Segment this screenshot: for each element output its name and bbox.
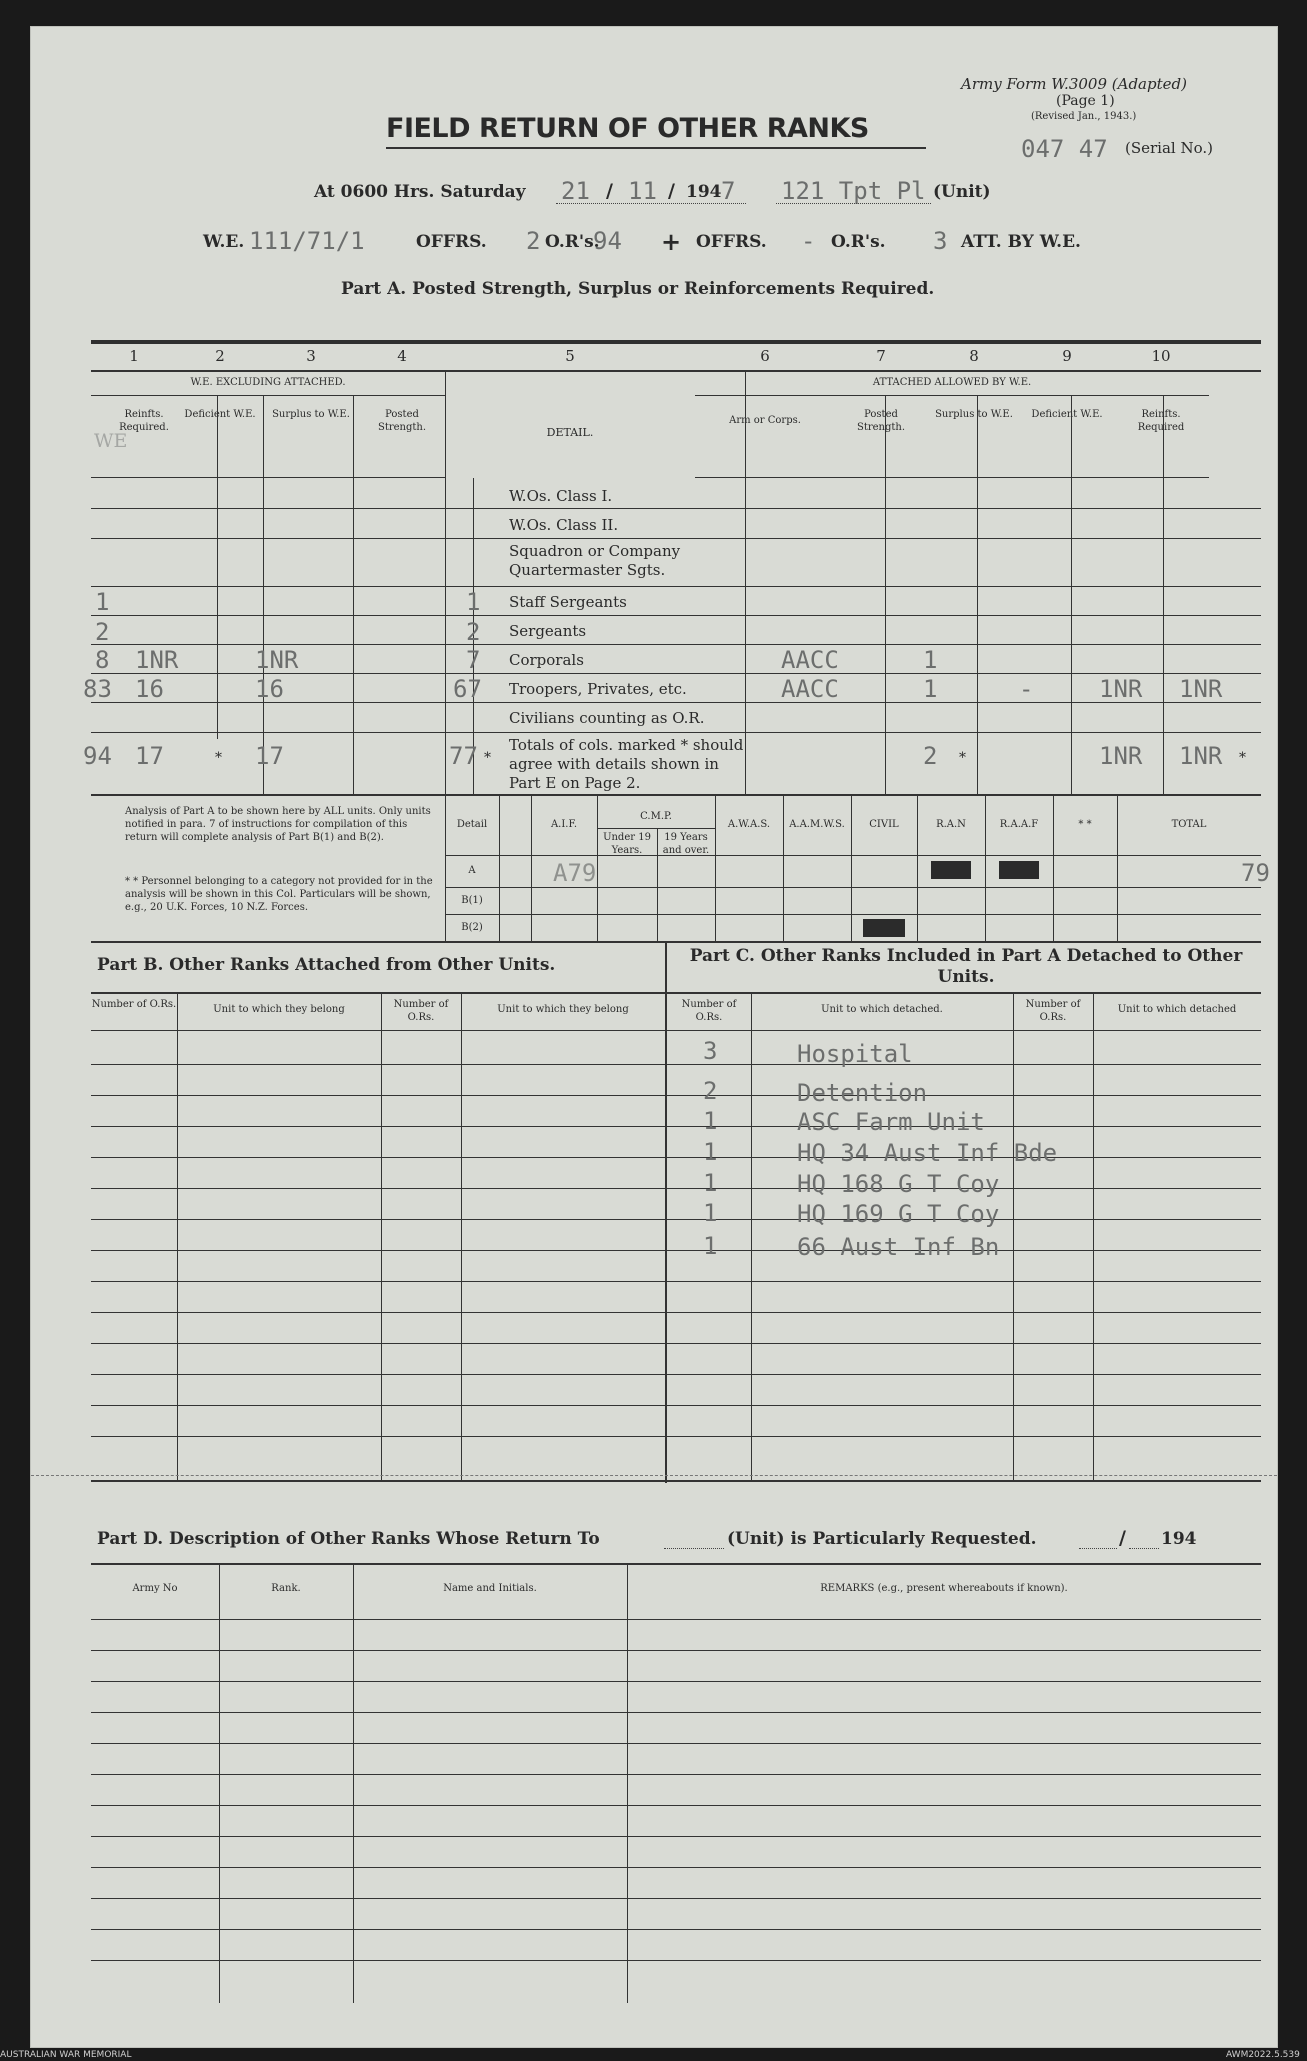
col-num-8: 8 xyxy=(969,347,979,365)
col-num-1: 1 xyxy=(129,347,139,365)
we-label: W.E. xyxy=(203,232,245,252)
totals-c10: 1NR xyxy=(1179,742,1223,770)
corporals-c2: 1NR xyxy=(255,646,299,674)
redaction-ran xyxy=(931,861,971,879)
staff-sgts-c4: 1 xyxy=(466,588,481,616)
part-d-year: 194 xyxy=(1161,1529,1197,1549)
offrs2-label: OFFRS. xyxy=(696,232,767,252)
an-hdr-awas: A.W.A.S. xyxy=(727,819,771,830)
footer-right: AWM2022.5.539 xyxy=(1226,2050,1300,2060)
redaction-civil xyxy=(863,919,905,937)
at-label: At 0600 Hrs. Saturday xyxy=(314,182,526,202)
corporals-c4: 7 xyxy=(466,646,481,674)
detail-staff-sgts: Staff Sergeants xyxy=(509,593,627,611)
page-number: (Page 1) xyxy=(1056,93,1115,109)
analysis-note-1: Analysis of Part A to be shown here by ALL units. Only units notified in para. 7 of instructions for compilation of this return will complete analysis of Part B(1) and B(2). xyxy=(125,806,431,843)
offrs-label: OFFRS. xyxy=(416,232,487,252)
part-a-title: Part A. Posted Strength, Surplus or Reinforcements Required. xyxy=(341,279,935,299)
slash-2: / xyxy=(668,180,675,202)
corporals-c1: 8 xyxy=(95,646,110,674)
an-hdr-ran: R.A.N xyxy=(936,819,966,830)
c-entry-2-num: 2 xyxy=(703,1077,718,1105)
ors-value: 94 xyxy=(593,227,622,255)
part-c-title: Part C. Other Ranks Included in Part A Detached to Other Units. xyxy=(689,946,1243,987)
we-mark: WE xyxy=(94,430,128,452)
an-hdr-under19: Under 19 Years. xyxy=(603,832,651,856)
analysis-note-2: * * Personnel belonging to a category not provided for in the analysis will be shown in this Col. Particulars will be shown, e.g., 20 U.K. Forces, 10 N.Z. Forces. xyxy=(125,876,433,913)
col-num-7: 7 xyxy=(876,347,886,365)
perforation-line xyxy=(31,1475,1277,1476)
c-entry-6-unit: HQ 169 G T Coy xyxy=(797,1200,1000,1228)
form-page xyxy=(30,26,1278,2048)
serial-value: 047 47 xyxy=(1021,135,1108,163)
part-d-title-a: Part D. Description of Other Ranks Whose Return To xyxy=(97,1529,600,1549)
d-hdr-name: Name and Initials. xyxy=(443,1583,537,1594)
b-hdr-num-2: Number of O.Rs. xyxy=(393,999,449,1023)
detail-qm-sgts: Squadron or Company Quartermaster Sgts. xyxy=(509,542,681,579)
col-num-4: 4 xyxy=(397,347,407,365)
an-hdr-civil: CIVIL xyxy=(869,819,899,830)
totals-c2: 17 xyxy=(255,742,284,770)
part-d-slash: / xyxy=(1119,1527,1126,1549)
col-num-10: 10 xyxy=(1151,347,1171,365)
an-aif-a: A79 xyxy=(553,859,597,887)
form-title: FIELD RETURN OF OTHER RANKS xyxy=(386,113,869,144)
detail-corporals: Corporals xyxy=(509,651,584,669)
part-a-table xyxy=(83,340,1261,795)
an-hdr-cmp: C.M.P. xyxy=(640,811,672,822)
b-hdr-unit-1: Unit to which they belong xyxy=(213,1004,345,1015)
c-hdr-num-1: Number of O.Rs. xyxy=(681,999,737,1023)
an-hdr-detail: Detail xyxy=(456,819,488,830)
an-hdr-other: * * xyxy=(1078,819,1092,830)
totals-c1b: 17 xyxy=(135,742,164,770)
b-hdr-unit-2: Unit to which they belong xyxy=(497,1004,629,1015)
col-num-6: 6 xyxy=(760,347,770,365)
analysis-table xyxy=(91,795,1270,943)
an-hdr-aamws: A.A.M.W.S. xyxy=(789,819,845,830)
year-prefix: 194 xyxy=(686,182,722,202)
unit-label: (Unit) xyxy=(933,182,991,202)
c-entry-4-num: 1 xyxy=(703,1138,718,1166)
troopers-c8: - xyxy=(1019,675,1034,703)
col-num-3: 3 xyxy=(306,347,316,365)
hdr-att-reinfts: Reinfts. Required xyxy=(1137,409,1185,433)
an-row-b1: B(1) xyxy=(461,895,483,906)
totals-star-10: * xyxy=(1239,750,1246,766)
part-b-title: Part B. Other Ranks Attached from Other Units. xyxy=(97,955,556,975)
d-hdr-remarks: REMARKS (e.g., present whereabouts if known). xyxy=(820,1583,1068,1594)
c-entry-3-num: 1 xyxy=(703,1107,718,1135)
right-group-header: ATTACHED ALLOWED BY W.E. xyxy=(872,377,1032,388)
hdr-arm-corps: Arm or Corps. xyxy=(729,415,801,426)
c-entry-4-unit: HQ 34 Aust Inf Bde xyxy=(797,1139,1058,1167)
corporals-c7: 1 xyxy=(923,646,938,674)
hdr-att-deficient: Deficient W.E. xyxy=(1031,409,1103,420)
troopers-c1b: 16 xyxy=(135,675,164,703)
c-entry-6-num: 1 xyxy=(703,1199,718,1227)
year-digit: 7 xyxy=(721,177,736,205)
c-entry-1-unit: Hospital xyxy=(797,1040,913,1068)
left-group-header: W.E. EXCLUDING ATTACHED. xyxy=(190,377,346,388)
d-hdr-rank: Rank. xyxy=(271,1583,301,1594)
redaction-raaf xyxy=(999,861,1039,879)
totals-c7: 2 xyxy=(923,742,938,770)
c-entry-2-unit: Detention xyxy=(797,1079,928,1107)
sergeants-c4: 2 xyxy=(466,618,481,646)
totals-star-4: * xyxy=(484,750,491,766)
d-hdr-army-no: Army No xyxy=(132,1583,178,1594)
troopers-c2: 16 xyxy=(255,675,284,703)
detail-wo1: W.Os. Class I. xyxy=(509,487,613,505)
plus-sign: + xyxy=(661,227,682,256)
sergeants-c1: 2 xyxy=(95,618,110,646)
hdr-posted-strength: Posted Strength. xyxy=(377,409,427,433)
we-value: 111/71/1 xyxy=(249,227,365,255)
detail-totals: Totals of cols. marked * should agree with details shown in Part E on Page 2. xyxy=(509,736,744,792)
c-hdr-num-2: Number of O.Rs. xyxy=(1025,999,1081,1023)
b-hdr-num-1: Number of O.Rs. xyxy=(91,999,177,1010)
troopers-c6: AACC xyxy=(781,675,839,703)
hdr-att-surplus: Surplus to W.E. xyxy=(935,409,1013,420)
c-entry-7-unit: 66 Aust Inf Bn xyxy=(797,1233,1000,1261)
detail-header: DETAIL. xyxy=(546,426,594,439)
an-hdr-total: TOTAL xyxy=(1171,819,1207,830)
totals-c4: 77 xyxy=(449,742,478,770)
ors2-value: 3 xyxy=(933,227,948,255)
ors-label: O.R's. xyxy=(545,232,600,252)
corporals-c1b: 1NR xyxy=(135,646,179,674)
title-underline xyxy=(386,147,926,149)
totals-star-7: * xyxy=(959,750,966,766)
detail-civilians: Civilians counting as O.R. xyxy=(509,709,705,727)
c-entry-5-unit: HQ 168 G T Coy xyxy=(797,1170,1000,1198)
ors2-label: O.R's. xyxy=(831,232,886,252)
totals-c9: 1NR xyxy=(1099,742,1143,770)
hdr-deficient: Deficient W.E. xyxy=(184,409,256,420)
form-name: Army Form W.3009 (Adapted) xyxy=(961,75,1187,93)
col-num-9: 9 xyxy=(1062,347,1072,365)
hdr-reinfts-required: Reinfts. Required. xyxy=(119,409,169,433)
hdr-surplus: Surplus to W.E. xyxy=(272,409,350,420)
an-hdr-raaf: R.A.A.F xyxy=(999,819,1039,830)
detail-troopers: Troopers, Privates, etc. xyxy=(509,680,687,698)
part-d-table xyxy=(91,1563,1261,2003)
part-d-title-b: (Unit) is Particularly Requested. xyxy=(727,1529,1037,1549)
troopers-c9: 1NR xyxy=(1099,675,1143,703)
an-row-a: A xyxy=(468,865,476,876)
an-hdr-19over: 19 Years and over. xyxy=(662,832,710,856)
c-entry-7-num: 1 xyxy=(703,1232,718,1260)
troopers-c1: 83 xyxy=(83,675,112,703)
an-row-b2: B(2) xyxy=(461,922,483,933)
slash-1: / xyxy=(606,180,613,202)
hdr-att-posted: Posted Strength. xyxy=(856,409,906,433)
totals-star-1: * xyxy=(215,750,222,766)
col-num-2: 2 xyxy=(215,347,225,365)
c-entry-1-num: 3 xyxy=(703,1037,718,1065)
revised-date: (Revised Jan., 1943.) xyxy=(1031,111,1137,122)
c-hdr-unit-1: Unit to which detached. xyxy=(821,1004,943,1015)
offrs-value: 2 xyxy=(526,227,541,255)
totals-c1: 94 xyxy=(83,742,112,770)
c-entry-5-num: 1 xyxy=(703,1169,718,1197)
detail-wo2: W.Os. Class II. xyxy=(509,516,619,534)
an-total-a: 79 xyxy=(1241,859,1270,887)
troopers-c4: 67 xyxy=(453,675,482,703)
footer-left: AUSTRALIAN WAR MEMORIAL xyxy=(0,2050,132,2060)
offrs2-value: - xyxy=(801,227,816,255)
date-day: 21 xyxy=(561,177,590,205)
troopers-c7: 1 xyxy=(923,675,938,703)
corporals-c6: AACC xyxy=(781,646,839,674)
unit-value: 121 Tpt Pl xyxy=(781,177,926,205)
detail-sergeants: Sergeants xyxy=(509,622,587,640)
troopers-c10: 1NR xyxy=(1179,675,1223,703)
an-hdr-aif: A.I.F. xyxy=(550,819,578,830)
staff-sgts-c1: 1 xyxy=(95,588,110,616)
col-num-5: 5 xyxy=(565,347,575,365)
att-label: ATT. BY W.E. xyxy=(961,232,1081,252)
serial-label: (Serial No.) xyxy=(1125,139,1213,157)
date-month: 11 xyxy=(628,177,657,205)
part-bc-table xyxy=(91,992,1261,1482)
c-entry-3-unit: ASC Farm Unit xyxy=(797,1108,985,1136)
c-hdr-unit-2: Unit to which detached xyxy=(1117,1004,1237,1015)
